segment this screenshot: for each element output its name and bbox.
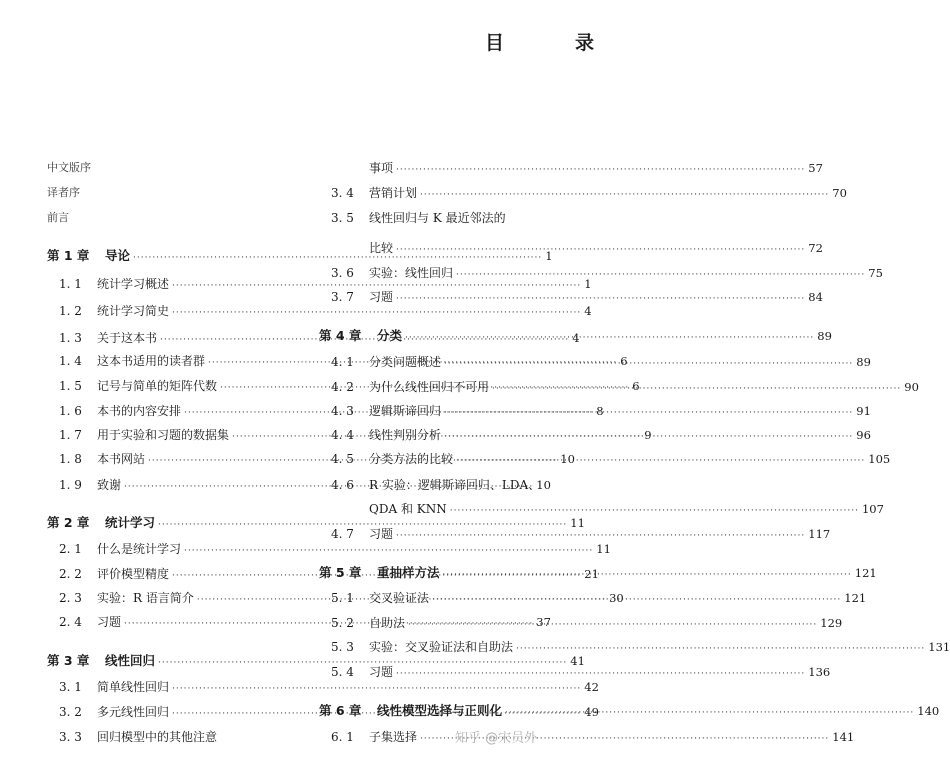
toc-page-number: 117 [808, 527, 831, 541]
toc-page-number: 84 [808, 290, 823, 304]
toc-leader-dots [444, 356, 853, 372]
toc-entry-title: 习题 [369, 665, 394, 679]
toc-page-number: 72 [808, 241, 823, 255]
toc-leader-dots [505, 705, 914, 721]
toc-entry-number: 3. 3 [59, 730, 82, 744]
toc-leader-dots [443, 567, 852, 583]
toc-entry-title: QDA 和 KNN [369, 502, 447, 516]
toc-chapter-entry[interactable] [47, 515, 585, 533]
toc-page-number: 21 [584, 567, 599, 581]
toc-entry-number: 1. 4 [59, 354, 82, 368]
toc-leader-dots [396, 291, 805, 307]
toc-chapter-entry[interactable] [319, 565, 877, 583]
toc-entry-number: 第 2 章 [47, 515, 90, 530]
toc-leader-dots [516, 641, 925, 657]
toc-entry-title: 用于实验和习题的数据集 [97, 428, 230, 442]
toc-entry-title: 回归模型中的其他注意 [97, 730, 218, 744]
toc-page-number: 49 [584, 705, 599, 719]
toc-page-number: 91 [856, 404, 871, 418]
toc-entry-number: 4. 2 [331, 380, 354, 394]
toc-entry-title: 为什么线性回归不可用 [369, 380, 490, 394]
toc-entry-number: 2. 3 [59, 591, 82, 605]
toc-leader-dots [172, 681, 581, 697]
toc-entry-title: 分类问题概述 [369, 355, 442, 369]
toc-page-number: 8 [596, 404, 604, 418]
toc-page-number: 105 [868, 452, 891, 466]
toc-entry-title: 重抽样方法 [377, 565, 440, 580]
toc-page-number: 9 [644, 428, 652, 442]
toc-entry-title: 自助法 [369, 616, 406, 630]
toc-leader-dots [184, 543, 593, 559]
toc-page-number: 75 [868, 266, 883, 280]
toc-entry-title: 什么是统计学习 [97, 542, 182, 556]
toc-leader-dots [408, 617, 817, 633]
toc-entry-number: 第 4 章 [319, 328, 362, 343]
front-matter-item[interactable]: 译者序 [47, 186, 80, 199]
toc-leader-dots [456, 453, 865, 469]
toc-section-entry[interactable] [47, 303, 592, 321]
toc-entry-number: 2. 1 [59, 542, 82, 556]
toc-entry-title: 实验：R 语言简介 [97, 591, 194, 605]
toc-section-entry[interactable] [319, 451, 891, 469]
toc-page-number: 10 [536, 478, 551, 492]
toc-entry-title: 交叉验证法 [369, 591, 430, 605]
toc-entry-title: 本书网站 [97, 452, 146, 466]
toc-entry-number: 第 3 章 [47, 653, 90, 668]
toc-entry-title: 实验：线性回归 [369, 266, 454, 280]
toc-section-entry[interactable] [319, 664, 831, 682]
toc-entry-number: 1. 8 [59, 452, 82, 466]
toc-entry-title: 实验：交叉验证法和自助法 [369, 640, 514, 654]
toc-entry-title: 线性模型选择与正则化 [377, 703, 503, 718]
toc-section-entry[interactable] [319, 403, 871, 421]
toc-section-entry[interactable] [319, 354, 871, 372]
toc-page-number: 89 [856, 355, 871, 369]
toc-entry-title: 习题 [369, 527, 394, 541]
toc-section-entry[interactable] [47, 679, 599, 697]
toc-section-entry[interactable] [319, 526, 831, 544]
toc-entry-number: 第 5 章 [319, 565, 362, 580]
toc-page-number: 136 [808, 665, 831, 679]
toc-entry-number: 1. 3 [59, 331, 82, 345]
toc-entry-title: 本书的内容安排 [97, 404, 182, 418]
toc-entry-number: 3. 5 [331, 211, 354, 225]
toc-section-entry[interactable] [319, 639, 950, 657]
toc-entry-title: 逻辑斯谛回归 [369, 404, 442, 418]
toc-entry-number: 4. 7 [331, 527, 354, 541]
toc-page-number: 10 [560, 452, 575, 466]
toc-entry-title: R 实验：逻辑斯谛回归、LDA、 [369, 478, 541, 492]
toc-entry-number: 1. 6 [59, 404, 82, 418]
toc-entry-number: 2. 2 [59, 567, 82, 581]
toc-page-number: 37 [536, 615, 551, 629]
toc-entry-number: 3. 1 [59, 680, 82, 694]
toc-entry-number: 5. 3 [331, 640, 354, 654]
toc-leader-dots [432, 592, 841, 608]
toc-entry-title: 线性回归与 K 最近邻法的 [369, 211, 506, 225]
front-matter-item[interactable]: 中文版序 [47, 161, 91, 174]
toc-entry-number: 1. 1 [59, 277, 82, 291]
toc-page-number: 42 [584, 680, 599, 694]
toc-page-number: 4 [584, 304, 592, 318]
toc-entry-title: 比较 [369, 241, 394, 255]
toc-entry-title: 习题 [97, 615, 122, 629]
toc-entry-number: 5. 2 [331, 616, 354, 630]
toc-entry-number: 2. 4 [59, 615, 82, 629]
toc-section-entry[interactable] [47, 276, 592, 294]
toc-entry-title: 线性判别分析 [369, 428, 442, 442]
toc-entry-number: 4. 5 [331, 452, 354, 466]
toc-entry-number: 1. 9 [59, 478, 82, 492]
toc-section-entry[interactable] [47, 729, 290, 745]
watermark: 知乎 @宋员外 [455, 731, 538, 746]
toc-entry-title: 线性回归 [105, 653, 156, 668]
toc-page-number: 1 [545, 249, 553, 263]
toc-page-number: 89 [817, 329, 832, 343]
toc-entry-title: 营销计划 [369, 186, 418, 200]
toc-entry-number: 3. 4 [331, 186, 354, 200]
toc-entry-number: 3. 6 [331, 266, 354, 280]
toc-section-entry[interactable] [319, 615, 843, 633]
toc-entry-number: 1. 2 [59, 304, 82, 318]
toc-page-number: 11 [596, 542, 611, 556]
toc-section-entry[interactable] [319, 501, 884, 519]
toc-page-number: 129 [820, 616, 843, 630]
toc-leader-dots [396, 242, 805, 258]
toc-entry-number: 1. 7 [59, 428, 82, 442]
toc-section-entry[interactable] [319, 240, 823, 258]
toc-leader-dots [450, 503, 859, 519]
toc-entry-number: 4. 3 [331, 404, 354, 418]
toc-leader-dots [492, 381, 901, 397]
toc-page-number: 131 [928, 640, 950, 654]
toc-leader-dots [444, 429, 853, 445]
toc-entry-title: 多元线性回归 [97, 705, 170, 719]
toc-page-number: 41 [570, 654, 585, 668]
toc-leader-dots [444, 405, 853, 421]
toc-entry-title: 关于这本书 [97, 331, 158, 345]
toc-leader-dots [396, 162, 805, 178]
toc-entry-number: 1. 5 [59, 379, 82, 393]
toc-entry-number: 3. 7 [331, 290, 354, 304]
toc-section-entry[interactable] [47, 541, 611, 559]
toc-page-number: 96 [856, 428, 871, 442]
toc-leader-dots [172, 305, 581, 321]
toc-entry-number: 第 1 章 [47, 248, 90, 263]
toc-entry-number: 4. 4 [331, 428, 354, 442]
toc-entry-title: 导论 [105, 248, 131, 263]
toc-entry-number: 4. 6 [331, 478, 354, 492]
toc-section-entry[interactable] [319, 379, 919, 397]
toc-entry-number: 第 6 章 [319, 703, 362, 718]
toc-leader-dots [405, 330, 814, 346]
toc-entry-title: 评价模型精度 [97, 567, 170, 581]
toc-entry-number: 3. 2 [59, 705, 82, 719]
toc-page-number: 141 [832, 730, 855, 744]
toc-page-number: 121 [854, 566, 877, 580]
toc-leader-dots [396, 528, 805, 544]
toc-page-number: 4 [572, 331, 580, 345]
toc-entry-number: 5. 1 [331, 591, 354, 605]
toc-page-number: 90 [904, 380, 919, 394]
toc-section-entry[interactable] [319, 185, 847, 203]
toc-section-entry[interactable] [319, 160, 823, 178]
toc-page-number: 30 [609, 591, 624, 605]
toc-entry-title: 分类方法的比较 [369, 452, 454, 466]
toc-section-entry[interactable] [319, 265, 883, 283]
toc-entry-number: 5. 4 [331, 665, 354, 679]
toc-page-number: 1 [584, 277, 592, 291]
toc-chapter-entry[interactable] [47, 653, 585, 671]
toc-entry-title: 子集选择 [369, 730, 418, 744]
toc-leader-dots [456, 267, 865, 283]
toc-page-number: 6 [620, 354, 628, 368]
toc-section-entry[interactable] [319, 427, 871, 445]
toc-entry-title: 统计学习概述 [97, 277, 170, 291]
toc-entry-title: 致谢 [97, 478, 122, 492]
toc-entry-title: 事项 [369, 161, 394, 175]
toc-entry-title: 简单线性回归 [97, 680, 170, 694]
toc-chapter-entry[interactable] [319, 328, 832, 346]
toc-page-number: 11 [570, 516, 585, 530]
toc-leader-dots [420, 187, 829, 203]
toc-page-number: 70 [832, 186, 847, 200]
toc-entry-title: 记号与简单的矩阵代数 [97, 379, 218, 393]
toc-page-number: 121 [844, 591, 867, 605]
toc-section-entry[interactable] [319, 477, 562, 493]
toc-entry-title: 习题 [369, 290, 394, 304]
toc-section-entry[interactable] [319, 289, 823, 307]
toc-page-number: 140 [917, 704, 940, 718]
toc-entry-title: 统计学习 [105, 515, 156, 530]
front-matter-item[interactable]: 前言 [47, 211, 69, 224]
toc-entry-title: 这本书适用的读者群 [97, 354, 206, 368]
toc-page-number: 6 [632, 379, 640, 393]
page-title: 目 录 [485, 32, 621, 54]
toc-leader-dots [396, 666, 805, 682]
toc-section-entry[interactable] [319, 210, 562, 226]
toc-page-number: 107 [861, 502, 884, 516]
toc-entry-title: 分类 [377, 328, 403, 343]
toc-entry-title: 统计学习简史 [97, 304, 170, 318]
toc-entry-number: 6. 1 [331, 730, 354, 744]
toc-entry-number: 4. 1 [331, 355, 354, 369]
toc-page-number: 57 [808, 161, 823, 175]
